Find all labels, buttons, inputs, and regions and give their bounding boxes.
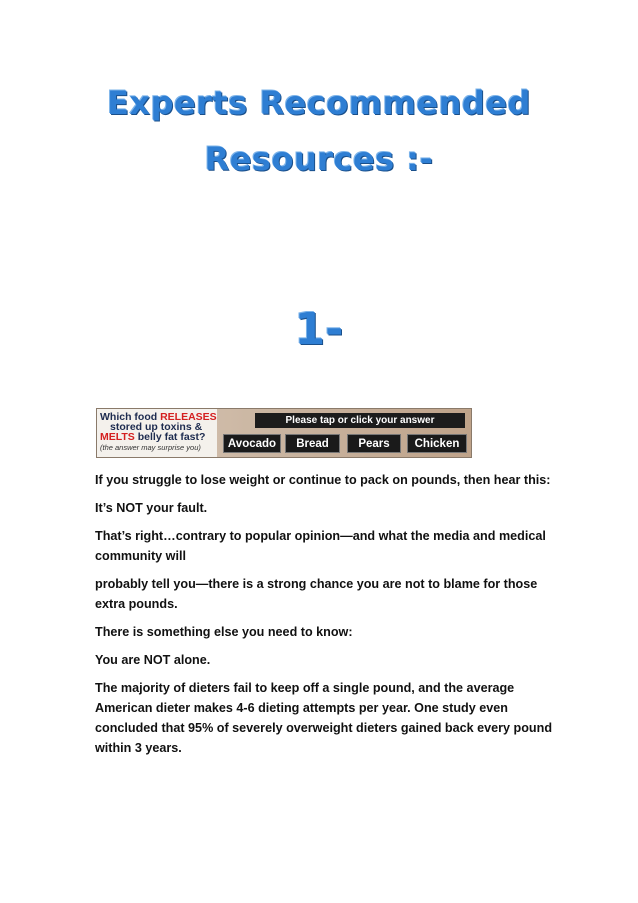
paragraph: probably tell you—there is a strong chance you are not to blame for those extra pounds. [95, 577, 538, 611]
paragraph: There is something else you need to know: [95, 625, 353, 639]
ad-text: Which food [100, 411, 161, 423]
ad-note: (the answer may surprise you) [100, 443, 201, 452]
paragraph: If you struggle to lose weight or continue to pack on pounds, then hear this: [95, 473, 551, 487]
ad-question-line-2: stored up toxins & [110, 421, 203, 433]
paragraph: The majority of dieters fail to keep off a single pound, and the average American dieter makes 4-6 dieting attempts per year. One study even concluded that 95% of severely overweight dieters gained back every pound within 3 years. [95, 681, 553, 755]
ad-prompt: Please tap or click your answer [255, 413, 465, 428]
ad-highlight-releases: RELEASES [160, 411, 217, 423]
ad-banner[interactable] [96, 408, 472, 458]
ad-text: belly fat fast? [134, 431, 206, 443]
paragraph: That’s right…contrary to popular opinion—and what the media and medical community will [95, 529, 546, 563]
ad-question-line-3 [100, 432, 217, 442]
answer-chicken-button[interactable]: Chicken [407, 434, 467, 453]
ad-question [97, 409, 217, 457]
article-body [95, 470, 555, 766]
ad-highlight-melts: MELTS [100, 431, 135, 443]
paragraph: You are NOT alone. [95, 653, 211, 667]
heading-line-2: Resources :- [204, 140, 434, 178]
answer-pears-button[interactable]: Pears [347, 434, 401, 453]
heading-line-1: Experts Recommended [107, 84, 531, 122]
paragraph: It’s NOT your fault. [95, 501, 208, 515]
answer-avocado-button[interactable]: Avocado [223, 434, 281, 453]
answer-bread-button[interactable]: Bread [285, 434, 340, 453]
section-number: 1- [294, 304, 344, 355]
